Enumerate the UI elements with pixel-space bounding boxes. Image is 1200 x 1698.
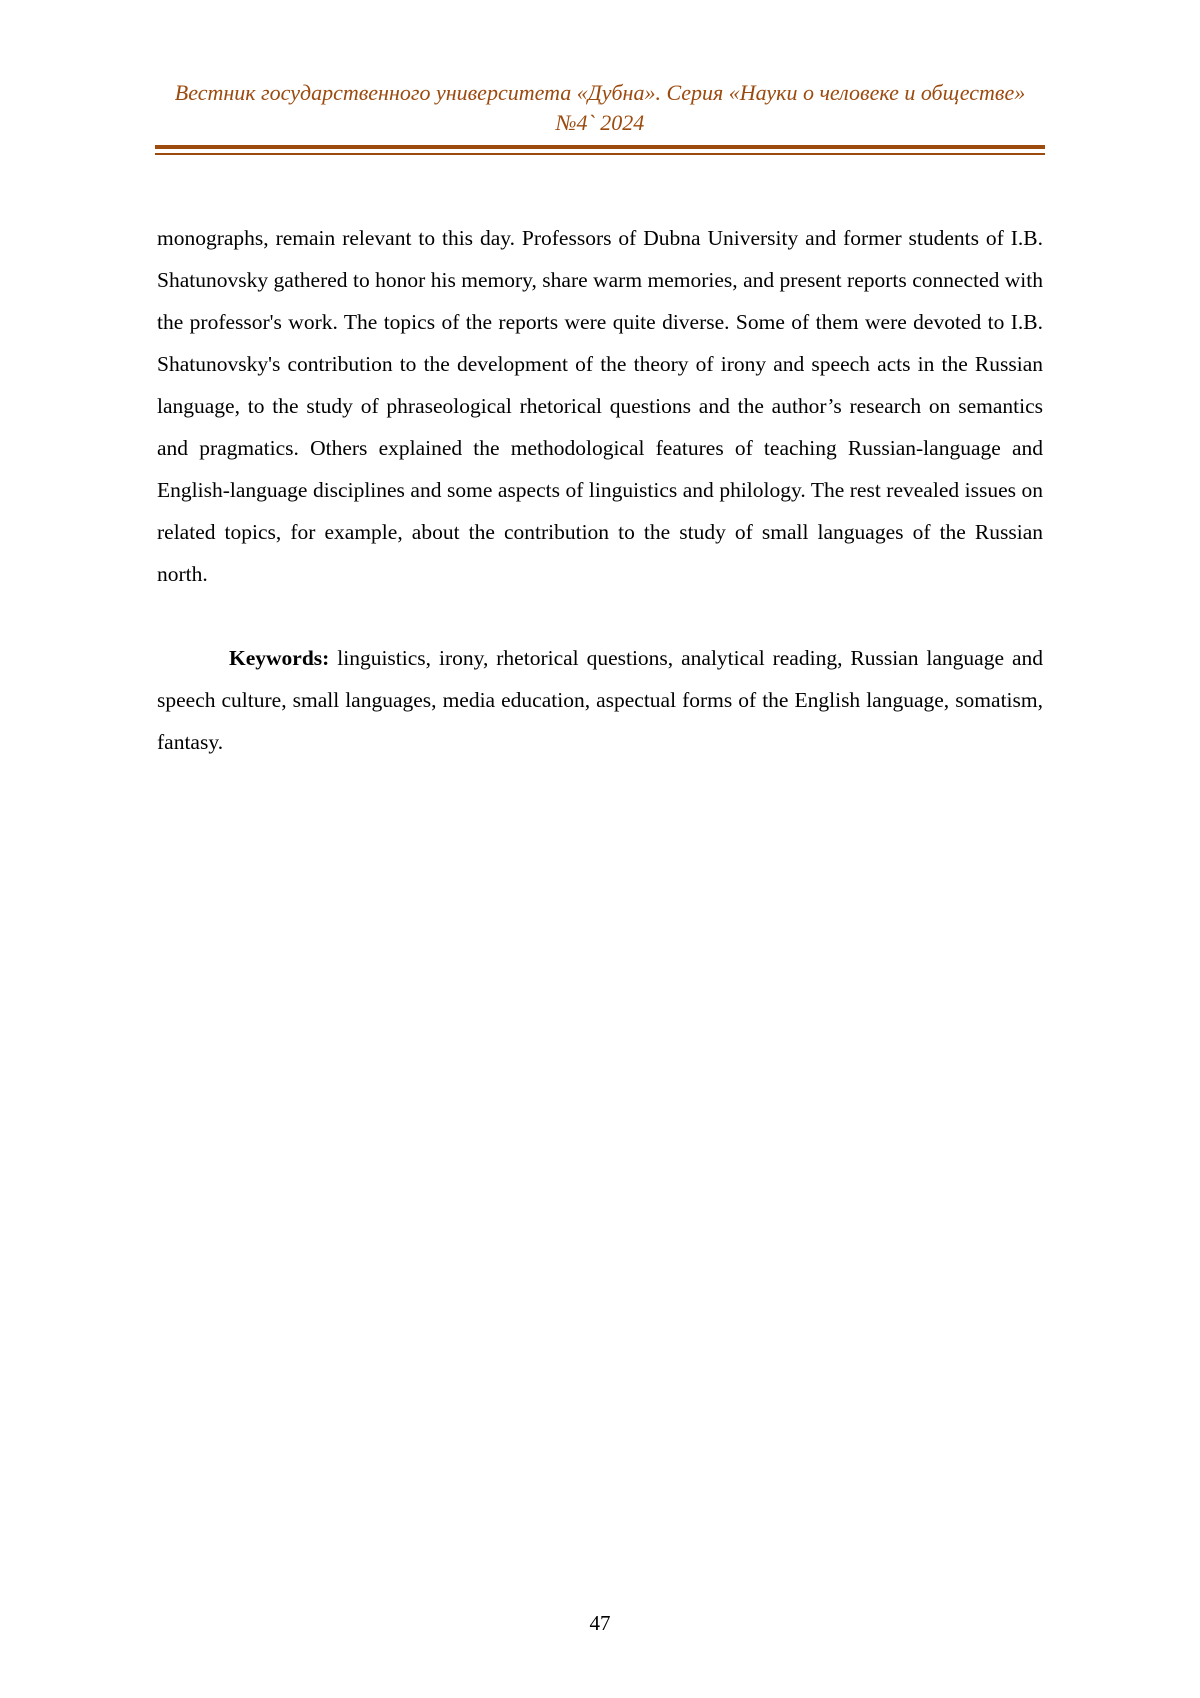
keywords-paragraph [157, 637, 1043, 763]
page-footer [0, 1611, 1200, 1636]
page-number: 47 [589, 1611, 611, 1635]
body-paragraph: monographs, remain relevant to this day. Professors of Dubna University and former students of I.B. Shatunovsky gathered to honor his memory, share warm memories, and present reports connected with the professor's work. The topics of the reports were quite diverse. Some of them were devoted to I.B. Shatunovsky's contribution to the development of the theory of irony and speech acts in the Russian language, to the study of phraseological rhetorical questions and the author’s research on semantics and pragmatics. Others explained the methodological features of teaching Russian-language and English-language disciplines and some aspects of linguistics and philology. The rest revealed issues on related topics, for example, about the contribution to the study of small languages of the Russian north. [157, 226, 1043, 586]
journal-header [155, 78, 1045, 155]
page-content [157, 217, 1043, 763]
journal-title: Вестник государственного университета «Дубна». Серия «Науки о человеке и обществе» №4` 2024 [174, 80, 1026, 135]
keywords-text: linguistics, irony, rhetorical questions, analytical reading, Russian language and speech culture, small languages, media education, aspectual forms of the English language, somatism, fantasy. [157, 646, 1043, 754]
keywords-label: Keywords: [229, 646, 330, 670]
header-rule [155, 145, 1045, 155]
